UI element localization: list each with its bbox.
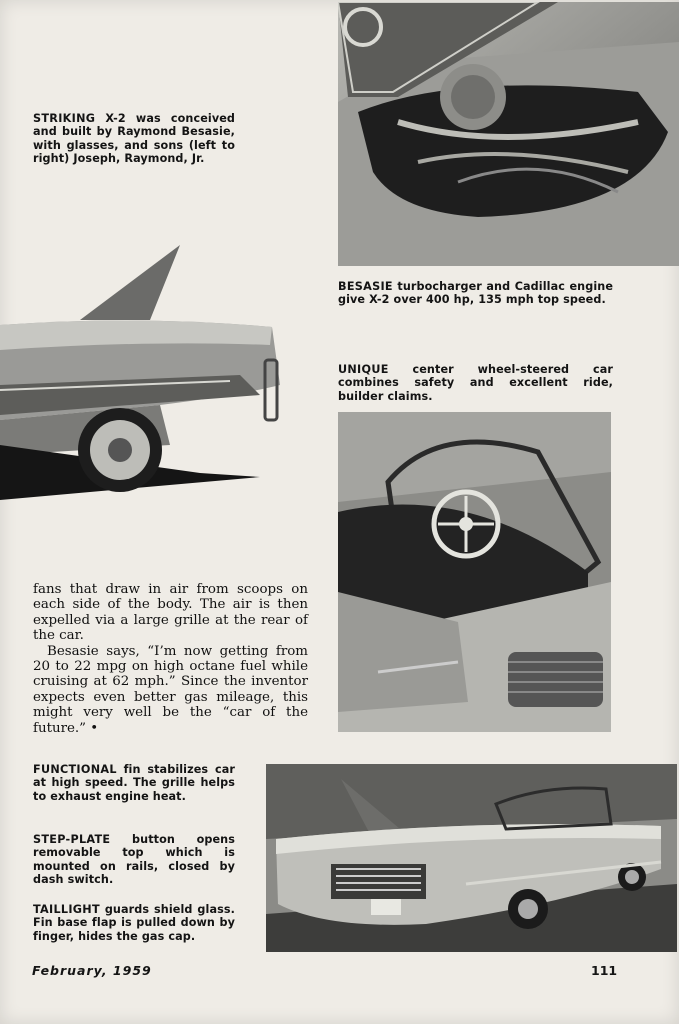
photo-full-car	[266, 764, 677, 952]
issue-date: February, 1959	[32, 963, 152, 978]
caption-besasie: BESASIE turbocharger and Cadillac engine give X-2 over 400 hp, 135 mph top speed.	[338, 280, 614, 307]
photo-rear-fin	[0, 245, 290, 505]
caption-step-plate: STEP-PLATE button opens removable top which is mounted on rails, closed by dash switch.	[33, 833, 235, 887]
photo-cockpit	[338, 412, 611, 732]
caption-taillight: TAILLIGHT guards shield glass. Fin base flap is pulled down by finger, hides the gas cap.	[33, 903, 235, 943]
caption-striking: STRIKING X-2 was conceived and built by Raymond Besasie, with glasses, and sons (left to right) Joseph, Raymond, Jr.	[33, 112, 236, 166]
body-paragraph-2: Besasie says, “I’m now getting from 20 to 22 mpg on high octane fuel while cruising at 62 mph.” Since the inventor expects even better gas mileage, this might very well be the “car of the future.” •	[33, 643, 308, 736]
article-body	[33, 582, 308, 736]
caption-unique: UNIQUE center wheel-steered car combines safety and excellent ride, builder claims.	[338, 363, 613, 403]
page-number: 111	[591, 963, 618, 978]
caption-functional: FUNCTIONAL fin stabilizes car at high speed. The grille helps to exhaust engine heat.	[33, 763, 235, 803]
photo-engine-bay	[338, 2, 679, 266]
body-paragraph-1: fans that draw in air from scoops on each side of the body. The air is then expelled via a large grille at the rear of the car.	[33, 582, 308, 644]
